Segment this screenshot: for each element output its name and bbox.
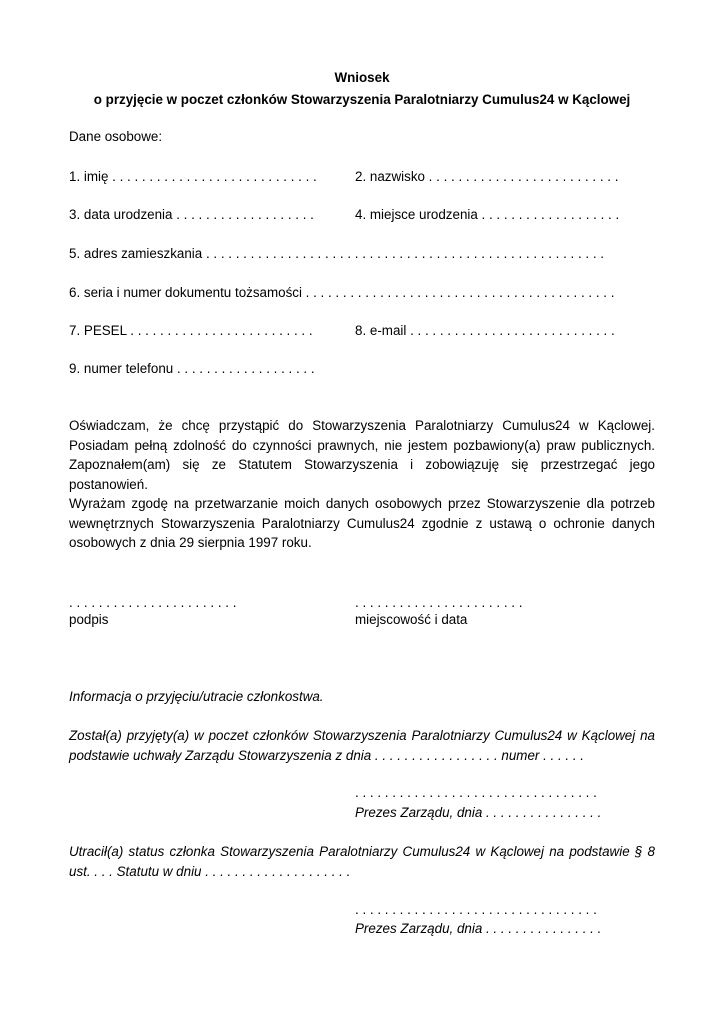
place-date-label: miejscowość i data	[355, 612, 468, 627]
membership-info-heading: Informacja o przyjęciu/utracie członkostwa.	[69, 689, 324, 704]
board-president-date-1: Prezes Zarządu, dnia . . . . . . . . . . . . . . . .	[355, 805, 602, 820]
board-signature-dots-1: . . . . . . . . . . . . . . . . . . . . . . . . . . . . . . . . .	[355, 785, 597, 800]
id-document-field: 6. seria i numer dokumentu tożsamości . . . . . . . . . . . . . . . . . . . . . . . . . . . . . . . . . . . . . . . . . .	[69, 285, 615, 300]
declaration-paragraph: Oświadczam, że chcę przystąpić do Stowarzyszenia Paralotniarzy Cumulus24 w Kąclowej. Posiadam pełną zdolność do czynności prawnych, nie jestem pozbawiony(a) praw publicznych. Zapoznałem(am) się ze Statutem Stowarzyszenia i zobowiązuję się przestrzegać jego postanowień.	[69, 418, 655, 492]
form-subtitle: o przyjęcie w poczet członków Stowarzyszenia Paralotniarzy Cumulus24 w Kąclowej	[93, 92, 631, 107]
place-date-dots-line: . . . . . . . . . . . . . . . . . . . . . . .	[355, 595, 523, 610]
membership-accepted-text: Został(a) przyjęty(a) w poczet członków Stowarzyszenia Paralotniarzy Cumulus24 w Kąclowej na podstawie uchwały Zarządu Stowarzyszenia z dnia . . . . . . . . . . . . . . . . . numer . . . . . .	[69, 728, 655, 763]
pesel-field: 7. PESEL . . . . . . . . . . . . . . . . . . . . . . . . .	[69, 323, 313, 338]
board-president-date-2: Prezes Zarządu, dnia . . . . . . . . . . . . . . . .	[355, 921, 602, 936]
consent-paragraph: Wyrażam zgodę na przetwarzanie moich danych osobowych przez Stowarzyszenie dla potrzeb wewnętrznych Stowarzyszenia Paralotniarzy Cumulus24 zgodnie z ustawą o ochronie danych osobowych z dnia 29 sierpnia 1997 roku.	[69, 496, 655, 550]
birth-date-field: 3. data urodzenia . . . . . . . . . . . . . . . . . . .	[69, 207, 314, 222]
birth-place-field: 4. miejsce urodzenia . . . . . . . . . . . . . . . . . . .	[355, 207, 620, 222]
membership-lost-text: Utracił(a) status członka Stowarzyszenia Paralotniarzy Cumulus24 w Kąclowej na podstawie § 8 ust. . . . Statutu w dniu . . . . . . . . . . . . . . . . . . . .	[69, 844, 655, 879]
first-name-field: 1. imię . . . . . . . . . . . . . . . . . . . . . . . . . . . .	[69, 169, 317, 184]
phone-field: 9. numer telefonu . . . . . . . . . . . . . . . . . . .	[69, 361, 315, 376]
form-title: Wniosek	[334, 70, 390, 85]
email-field: 8. e-mail . . . . . . . . . . . . . . . . . . . . . . . . . . . .	[355, 323, 615, 338]
last-name-field: 2. nazwisko . . . . . . . . . . . . . . . . . . . . . . . . . .	[355, 169, 619, 184]
personal-data-heading: Dane osobowe:	[69, 129, 163, 144]
board-signature-dots-2: . . . . . . . . . . . . . . . . . . . . . . . . . . . . . . . . .	[355, 902, 597, 917]
signature-label: podpis	[69, 612, 109, 627]
signature-dots-line: . . . . . . . . . . . . . . . . . . . . . . .	[69, 595, 237, 610]
address-field: 5. adres zamieszkania . . . . . . . . . . . . . . . . . . . . . . . . . . . . . . . . . . . . . . . . . . . . . . . . . . . . . .	[69, 246, 605, 261]
